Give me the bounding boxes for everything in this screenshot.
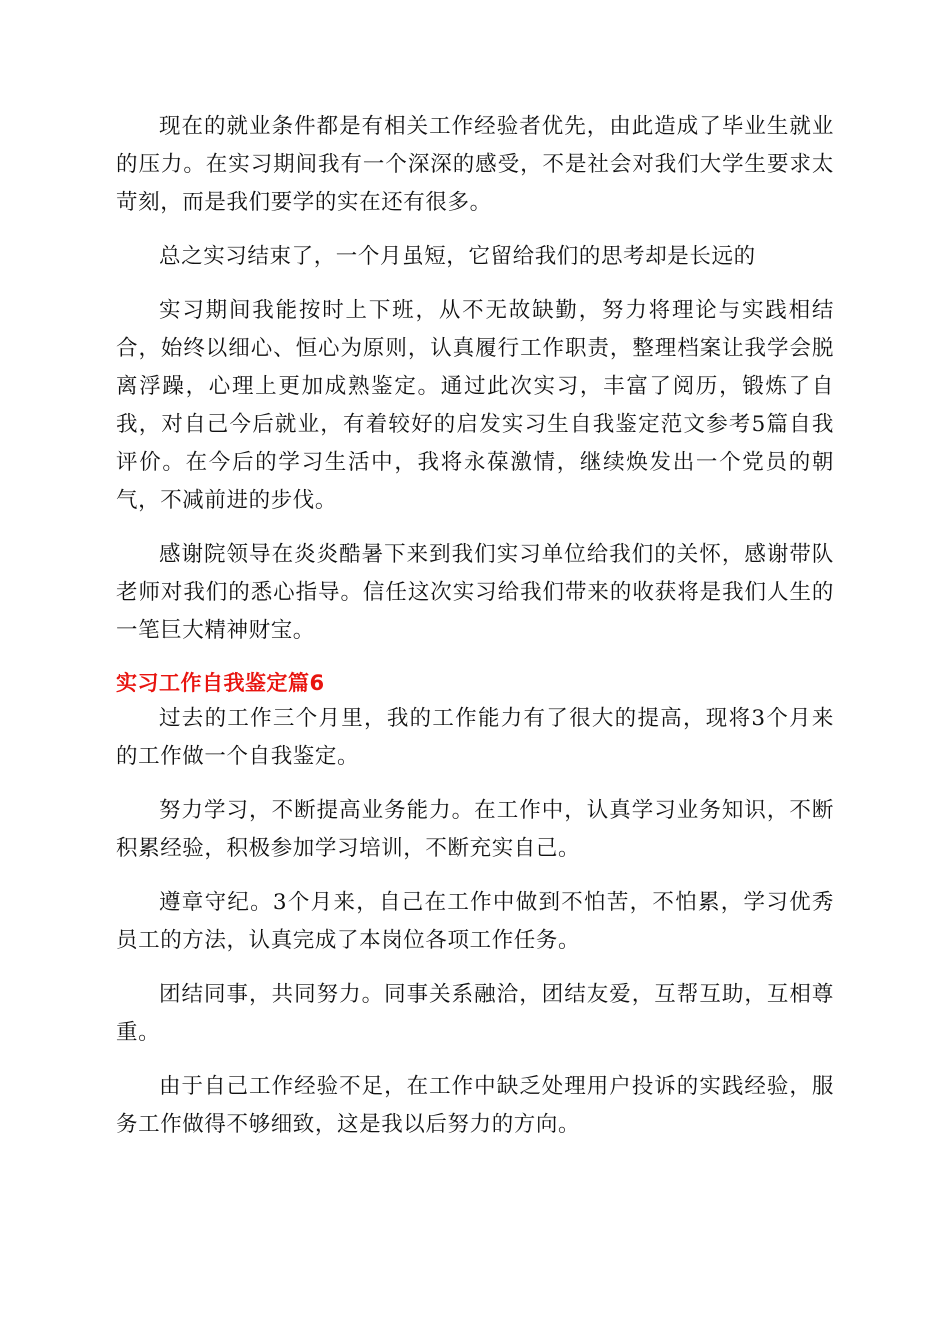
paragraph: 遵章守纪。3个月来，自己在工作中做到不怕苦，不怕累，学习优秀员工的方法，认真完成了本岗位各项工作任务。 <box>116 890 834 953</box>
paragraph: 过去的工作三个月里，我的工作能力有了很大的提高，现将3个月来的工作做一个自我鉴定。 <box>116 706 834 769</box>
section-heading: 实习工作自我鉴定篇6 <box>116 671 325 695</box>
document-page <box>116 108 834 1160</box>
paragraph: 努力学习，不断提高业务能力。在工作中，认真学习业务知识，不断积累经验，积极参加学习培训，不断充实自己。 <box>116 798 834 861</box>
paragraph: 由于自己工作经验不足，在工作中缺乏处理用户投诉的实践经验，服务工作做得不够细致，这是我以后努力的方向。 <box>116 1074 834 1137</box>
paragraph: 团结同事，共同努力。同事关系融洽，团结友爱，互帮互助，互相尊重。 <box>116 982 834 1045</box>
paragraph: 现在的就业条件都是有相关工作经验者优先，由此造成了毕业生就业的压力。在实习期间我有一个深深的感受，不是社会对我们大学生要求太苛刻，而是我们要学的实在还有很多。 <box>116 114 834 215</box>
paragraph: 实习期间我能按时上下班，从不无故缺勤，努力将理论与实践相结合，始终以细心、恒心为原则，认真履行工作职责，整理档案让我学会脱离浮躁，心理上更加成熟鉴定。通过此次实习，丰富了阅历，锻炼了自我，对自己今后就业，有着较好的启发实习生自我鉴定范文参考5篇自我评价。在今后的学习生活中，我将永葆激情，继续焕发出一个党员的朝气，不减前进的步伐。 <box>116 298 834 513</box>
paragraph: 总之实习结束了，一个月虽短，它留给我们的思考却是长远的 <box>159 244 756 269</box>
paragraph: 感谢院领导在炎炎酷暑下来到我们实习单位给我们的关怀，感谢带队老师对我们的悉心指导。信任这次实习给我们带来的收获将是我们人生的一笔巨大精神财宝。 <box>116 542 834 643</box>
